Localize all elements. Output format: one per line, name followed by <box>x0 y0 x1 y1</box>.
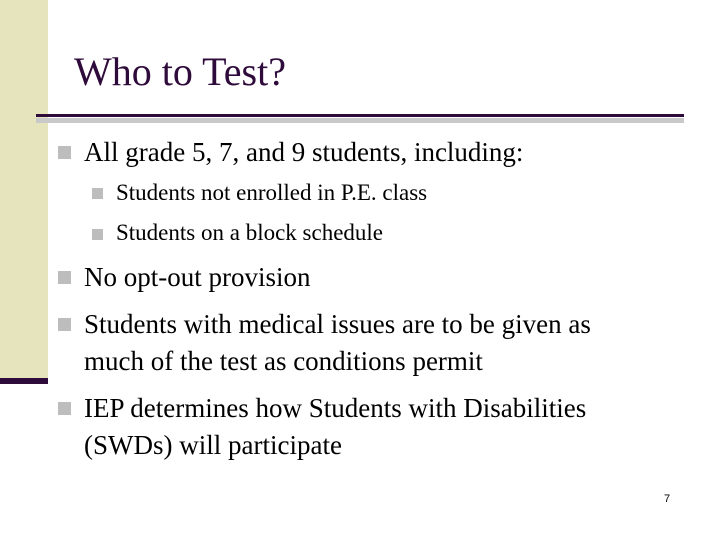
title-divider <box>36 114 684 117</box>
square-bullet-icon <box>58 146 71 159</box>
square-bullet-icon <box>58 402 71 415</box>
slide-title: Who to Test? <box>74 49 286 94</box>
bullet-text-line: much of the test as conditions permit <box>84 346 483 376</box>
sub-bullet-text: Students on a block schedule <box>116 220 384 245</box>
square-bullet-icon <box>92 229 103 240</box>
bullet-text-line: IEP determines how Students with Disabilities <box>84 393 587 423</box>
title-divider-shadow <box>36 118 684 123</box>
left-accent-bar <box>0 0 48 384</box>
left-accent-bar-end <box>0 378 48 384</box>
square-bullet-icon <box>92 188 103 199</box>
square-bullet-icon <box>58 318 71 331</box>
bullet-text-line: (SWDs) will participate <box>84 430 342 460</box>
square-bullet-icon <box>58 271 71 284</box>
page-number: 7 <box>664 493 671 505</box>
bullet-text: No opt-out provision <box>84 262 311 292</box>
bullet-text: All grade 5, 7, and 9 students, including: <box>84 137 524 167</box>
sub-bullet-text: Students not enrolled in P.E. class <box>116 180 428 205</box>
bullet-text-line: Students with medical issues are to be given as <box>84 309 591 339</box>
